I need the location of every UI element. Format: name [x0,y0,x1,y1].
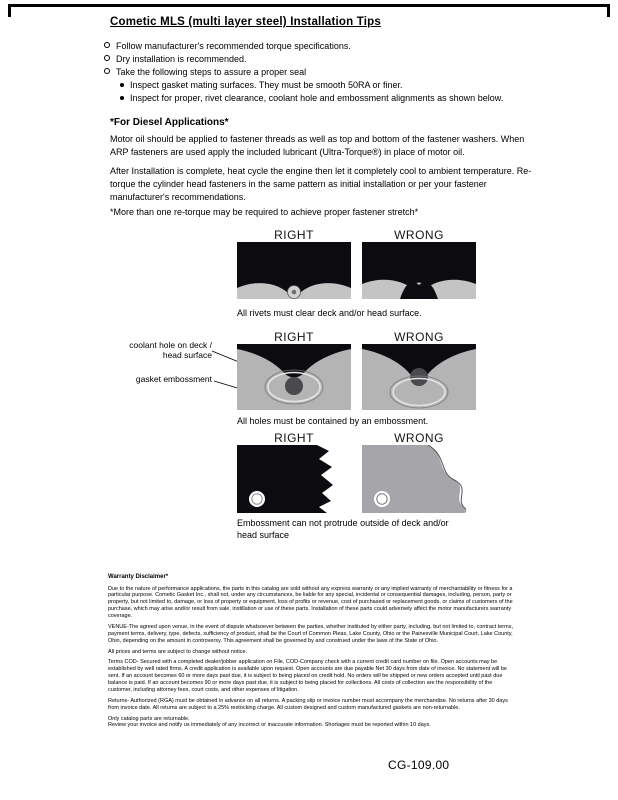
embossment-right-illustration [237,344,351,410]
right-label: RIGHT [274,431,314,445]
legal-paragraph: Review your invoice and notify us immediately of any incorrect or inaccurate information. Shortages must be reported within 10 days. [108,722,431,729]
tip-text: Follow manufacturer's recommended torque specifications. [116,41,351,51]
wrong-label: WRONG [394,431,444,445]
wrong-label: WRONG [394,330,444,344]
page-border-top [8,4,610,7]
diagram-caption-rivets: All rivets must clear deck and/or head surface. [237,308,422,318]
protrusion-wrong-illustration [362,445,476,513]
right-label: RIGHT [274,330,314,344]
page-border-left [8,4,11,17]
circle-bullet-icon [104,42,110,48]
embossment-right-diagram [237,344,351,410]
legal-paragraph: Terms COD- Secured with a completed dealer/jobber application on File, COD-Company check with a current credit card number on file. Open accounts may be established by well rated firms. A credit application is available upon request. Open accounts are due payable Net 30 days from date of invoice. No statement will be sent. If an account becomes 60 or more days past due, it is subject to being placed on credit hold. No orders will be shipped or new orders accepted until past due balance is paid. If an account becomes 90 or more days past due, it is subject to being placed for collections. All costs of collection are the responsibility of the customer, including attorney fees, court costs, and other expenses of litigation. [108,659,507,693]
diesel-paragraph-2: After Installation is complete, heat cycle the engine then let it completely cool to ambient temperature. Re-torque the cylinder head fasteners in the same pattern as initial installation or per your fastener manufacturer's recommendations. [110,166,532,203]
legal-text-block [108,574,514,729]
page-border-right [607,4,610,17]
circle-bullet-icon [104,55,110,61]
protrusion-right-diagram [237,445,351,513]
list-item [104,53,554,65]
document-number: CG-109.00 [388,758,450,772]
diesel-paragraph-1: Motor oil should be applied to fastener threads as well as top and bottom of the fastener washers. When ARP fasteners are used apply the included lubricant (Ultra-Torque®) in place of motor oil. [110,134,525,158]
legal-paragraph: Returns- Authorized (RGA) must be obtained in advance on all returns. A packing slip or invoice number must accompany the merchandise. No returns after 30 days from invoice date. All returns are subject to a 25% restocking charge. All custom designed and custom manufactured gaskets are non-returnable. [108,697,508,711]
embossment-wrong-diagram [362,344,476,410]
callout-gasket-embossment: gasket embossment [135,374,212,384]
dot-bullet-icon [120,83,124,87]
tip-text: Take the following steps to assure a proper seal [116,67,307,77]
tip-text: Dry installation is recommended. [116,54,247,64]
diagram-caption-holes: All holes must be contained by an embossment. [237,416,429,426]
diagram-caption-protrusion: Embossment can not protrude outside of deck and/or head surface [237,518,449,541]
rivet-right-illustration [237,242,351,299]
rivet-wrong-illustration [362,242,476,299]
dot-bullet-icon [120,96,124,100]
protrusion-wrong-diagram [362,445,476,513]
installation-tips-list [104,40,554,105]
page-title: Cometic MLS (multi layer steel) Installation Tips [110,16,381,28]
warranty-disclaimer-heading: Warranty Disclaimer* [108,574,169,580]
right-label: RIGHT [274,228,314,242]
legal-paragraph: Only catalog parts are returnable. [108,715,190,722]
retorque-note: *More than one re-torque may be required to achieve proper fastener stretch* [110,207,419,217]
callout-coolant-hole: coolant hole on deck / head surface [129,340,212,361]
rivet-wrong-diagram [362,242,476,299]
tip-text: Inspect for proper, rivet clearance, coolant hole and embossment alignments as shown below. [130,93,504,103]
legal-paragraph: Due to the nature of performance applications, the parts in this catalog are sold without any express warranty or any implied warranty of merchantability or fitness for a particular purpose. Cometic Gasket Inc., shall not, under any circumstances, be liable for any special, incidental or consequential damages, including, person, party or property, but not limited to, damage, or loss of property or equipment, loss of profits or revenue, cost of purchased or replacement goods, or claims of customers of the purchase, which may arise and/or result from sale, instillation or use of these parts. Installation of these parts could adversely affect the motor manufacturers warranty coverage. [108,585,513,619]
rivet-right-diagram [237,242,351,299]
circle-bullet-icon [104,68,110,74]
list-item [104,40,554,52]
list-item [120,92,554,104]
list-item [120,79,554,91]
diesel-applications-heading: *For Diesel Applications* [110,117,229,128]
embossment-wrong-illustration [362,344,476,410]
wrong-label: WRONG [394,228,444,242]
list-item [104,66,554,78]
legal-paragraph: All prices and terms are subject to change without notice. [108,648,248,655]
tip-text: Inspect gasket mating surfaces. They must be smooth 50RA or finer. [130,80,403,90]
protrusion-right-illustration [237,445,351,513]
legal-paragraph: VENUE-The agreed upon venue, in the event of dispute whatsoever between the parties, whether instituted by either party, including, but not limited to, contract terms, payment terms, delivery, type, defects, sufficiency of product, shall be the Court of Common Pleas, Lake County, Ohio or the Painesville Municipal Court, Lake County, Ohio, depending on the amount in controversy. This agreement shall be governed by and construed under the laws of the State of Ohio. [108,623,513,644]
